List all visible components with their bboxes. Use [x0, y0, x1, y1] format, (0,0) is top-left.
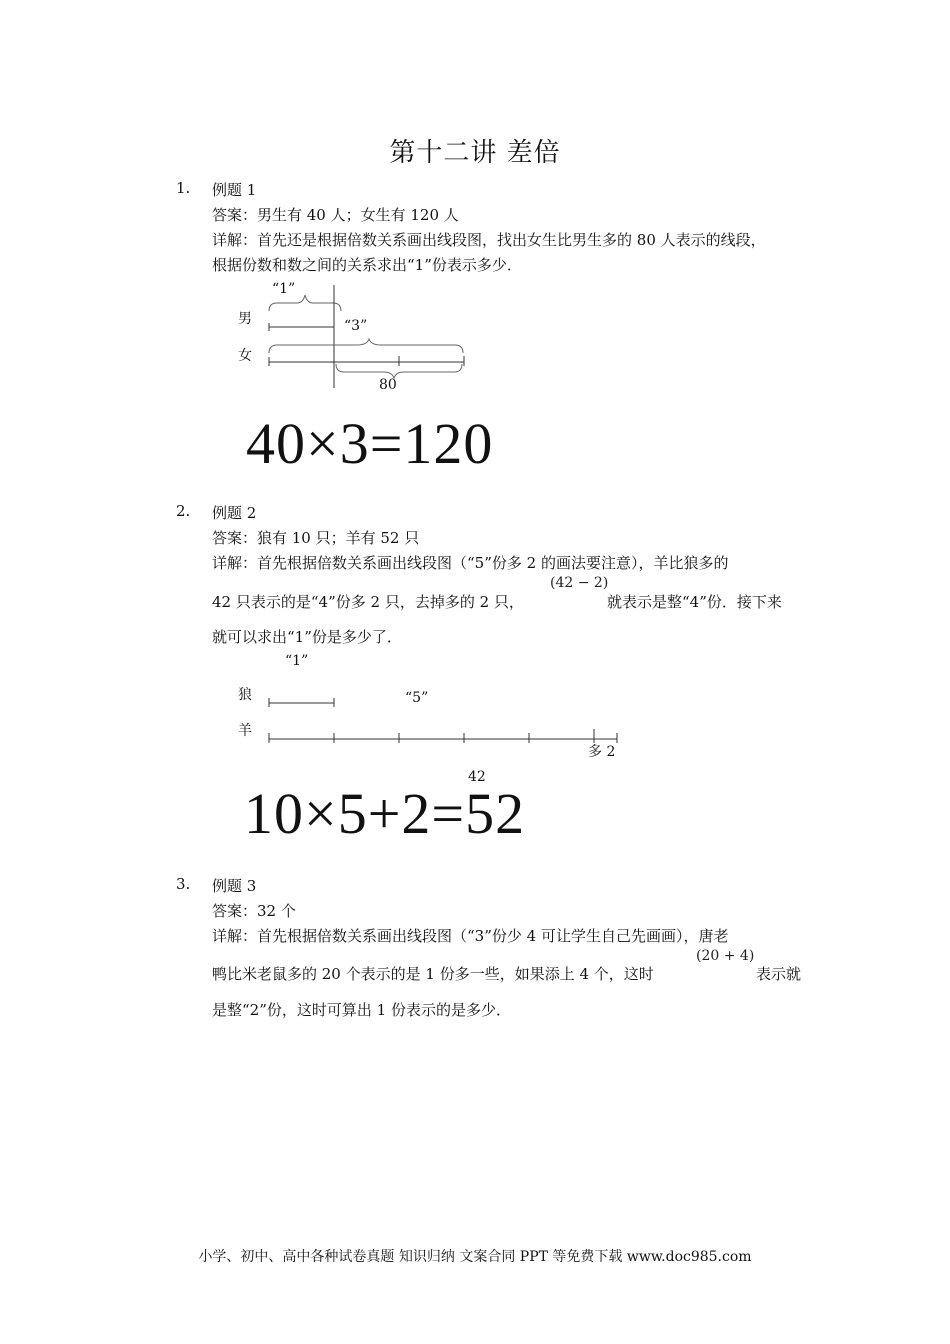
problem-3-detail-line-2: 鸭比米老鼠多的 20 个表示的是 1 份多一些，如果添上 4 个，这时 — [212, 965, 654, 983]
problem-3-paren-expression: (20 + 4) — [696, 948, 755, 964]
page-footer: 小学、初中、高中各种试卷真题 知识归纳 文案合同 PPT 等免费下载 www.doc985.com — [198, 1249, 752, 1265]
diagram-1-row-boys: 男 — [238, 311, 252, 327]
problem-1-answer: 答案：男生有 40 人；女生有 120 人 — [212, 206, 459, 224]
diagram-1-row-girls: 女 — [238, 348, 252, 364]
brace-three-parts — [269, 339, 463, 353]
brace-eighty — [336, 364, 462, 378]
problem-2-answer: 答案：狼有 10 只；羊有 52 只 — [212, 529, 420, 547]
problem-1-detail-line-2: 根据份数和数之间的关系求出“1”份表示多少． — [212, 256, 522, 274]
brace-one-part — [269, 295, 341, 311]
diagram-2-label-five: “5” — [405, 690, 429, 706]
problem-3-number: 3. — [176, 875, 191, 893]
problem-2-detail-line-2b: 就表示是整“4”份．接下来 — [607, 593, 782, 611]
problem-2-detail-line-3: 就可以求出“1”份是多少了． — [212, 628, 402, 646]
problem-2-detail-line-1: 详解：首先根据倍数关系画出线段图（“5”份多 2 的画法要注意），羊比狼多的 — [212, 554, 729, 572]
problem-2-number: 2. — [176, 502, 191, 520]
problem-1-detail-line-1: 详解：首先还是根据倍数关系画出线段图，找出女生比男生多的 80 人表示的线段， — [212, 231, 766, 249]
diagram-1-label-three: “3” — [344, 318, 368, 334]
problem-2-paren-expression: (42 − 2) — [550, 575, 609, 591]
problem-3-heading: 例题 3 — [212, 877, 257, 895]
diagram-1-label-eighty: 80 — [379, 377, 397, 393]
problem-2-heading: 例题 2 — [212, 504, 257, 522]
diagram-2-row-wolf: 狼 — [238, 687, 252, 703]
problem-3-detail-line-2b: 表示就 — [756, 965, 802, 983]
problem-3-answer: 答案：32 个 — [212, 902, 296, 920]
problem-3-detail-line-1: 详解：首先根据倍数关系画出线段图（“3”份少 4 可让学生自己先画画），唐老 — [212, 927, 729, 945]
equation-2: 10×5+2=52 — [244, 781, 526, 846]
problem-3-detail-line-3: 是整“2”份，这时可算出 1 份表示的是多少． — [212, 1001, 511, 1019]
diagram-2-label-extra: 多 2 — [588, 744, 616, 760]
problem-1-heading: 例题 1 — [212, 181, 257, 199]
equation-1: 40×3=120 — [246, 411, 494, 476]
diagram-1-label-one: “1” — [272, 281, 296, 297]
diagram-2-label-one: “1” — [285, 653, 309, 669]
diagram-2-label-42: 42 — [468, 769, 486, 785]
problem-2-detail-line-2: 42 只表示的是“4”份多 2 只，去掉多的 2 只， — [212, 593, 524, 611]
diagram-2-row-sheep: 羊 — [238, 723, 252, 739]
page-title: 第十二讲 差倍 — [389, 138, 561, 168]
problem-1-number: 1. — [176, 179, 191, 197]
